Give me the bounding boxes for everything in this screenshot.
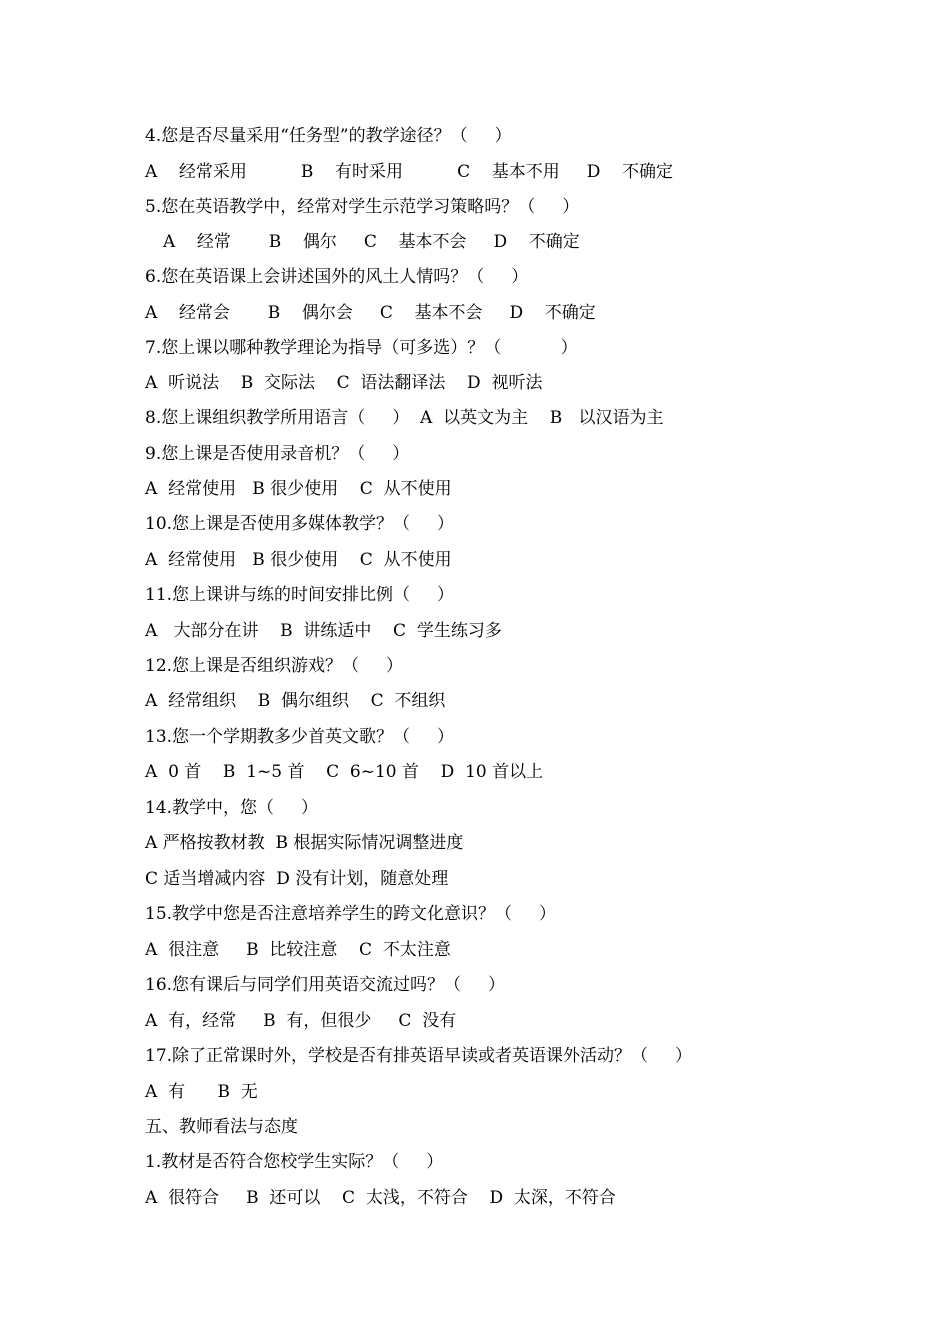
question-15-options: A 很注意 B 比较注意 C 不太注意 bbox=[145, 940, 451, 960]
question-14-options-ab: A 严格按教材教 B 根据实际情况调整进度 bbox=[145, 833, 464, 853]
question-5-options: A 经常 B 偶尔 C 基本不会 D 不确定 bbox=[163, 232, 580, 252]
question-7: 7.您上课以哪种教学理论为指导（可多选）？（ ） bbox=[145, 338, 578, 358]
question-10: 10.您上课是否使用多媒体教学？（ ） bbox=[145, 514, 455, 534]
question-11: 11.您上课讲与练的时间安排比例（ ） bbox=[145, 585, 455, 605]
question-13: 13.您一个学期教多少首英文歌？（ ） bbox=[145, 727, 455, 747]
question-16-options: A 有，经常 B 有，但很少 C 没有 bbox=[145, 1011, 457, 1031]
question-9-options: A 经常使用 B 很少使用 C 从不使用 bbox=[145, 479, 452, 499]
question-9: 9.您上课是否使用录音机？（ ） bbox=[145, 444, 410, 464]
question-12-options: A 经常组织 B 偶尔组织 C 不组织 bbox=[145, 691, 446, 711]
question-14: 14.教学中，您（ ） bbox=[145, 798, 319, 818]
section-question-1: 1.教材是否符合您校学生实际？（ ） bbox=[145, 1152, 444, 1172]
question-4: 4.您是否尽量采用“任务型”的教学途径？（ ） bbox=[145, 126, 512, 146]
question-6-options: A 经常会 B 偶尔会 C 基本不会 D 不确定 bbox=[145, 303, 596, 323]
question-4-options: A 经常采用 B 有时采用 C 基本不用 D 不确定 bbox=[145, 162, 673, 182]
question-17: 17.除了正常课时外，学校是否有排英语早读或者英语课外活动？（ ） bbox=[145, 1046, 693, 1066]
question-13-options: A 0 首 B 1~5 首 C 6~10 首 D 10 首以上 bbox=[145, 762, 544, 782]
question-15: 15.教学中您是否注意培养学生的跨文化意识？（ ） bbox=[145, 904, 557, 924]
question-12: 12.您上课是否组织游戏？（ ） bbox=[145, 656, 404, 676]
question-5: 5.您在英语教学中，经常对学生示范学习策略吗？（ ） bbox=[145, 197, 580, 217]
question-7-options: A 听说法 B 交际法 C 语法翻译法 D 视听法 bbox=[145, 373, 543, 393]
question-8: 8.您上课组织教学所用语言（ ） A 以英文为主 B 以汉语为主 bbox=[145, 408, 664, 428]
question-10-options: A 经常使用 B 很少使用 C 从不使用 bbox=[145, 550, 452, 570]
question-16: 16.您有课后与同学们用英语交流过吗？（ ） bbox=[145, 975, 506, 995]
question-14-options-cd: C 适当增减内容 D 没有计划，随意处理 bbox=[145, 869, 449, 889]
question-6: 6.您在英语课上会讲述国外的风土人情吗？（ ） bbox=[145, 267, 529, 287]
section-question-1-options: A 很符合 B 还可以 C 太浅，不符合 D 太深，不符合 bbox=[145, 1188, 616, 1208]
question-11-options: A 大部分在讲 B 讲练适中 C 学生练习多 bbox=[145, 621, 502, 641]
question-17-options: A 有 B 无 bbox=[145, 1082, 258, 1102]
section-heading: 五、教师看法与态度 bbox=[145, 1117, 298, 1137]
